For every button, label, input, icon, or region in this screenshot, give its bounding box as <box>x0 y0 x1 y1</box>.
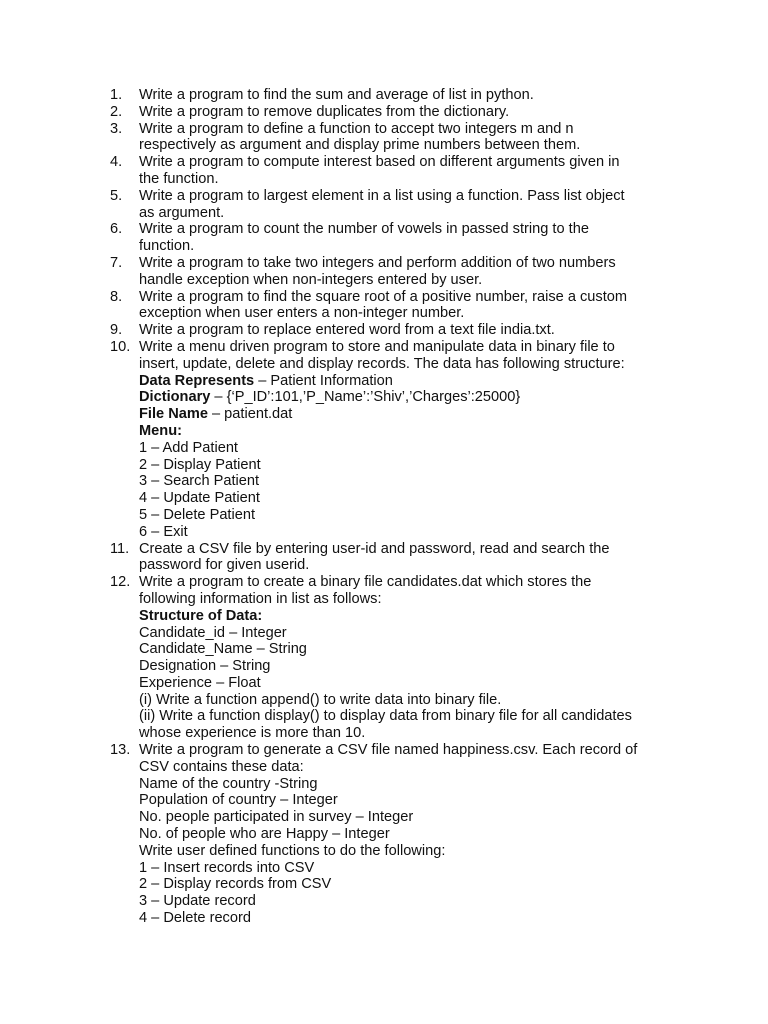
text-line: Name of the country -String <box>139 775 318 792</box>
text-line: 3 – Update record <box>139 893 256 910</box>
question-text <box>139 742 710 927</box>
question-item <box>110 339 710 541</box>
bold-label: Structure of Data: <box>139 607 263 624</box>
text-line: Create a CSV file by entering user-id and password, read and search the <box>139 540 610 557</box>
question-number: 12. <box>110 574 131 591</box>
question-item <box>110 322 710 339</box>
question-text <box>139 255 710 289</box>
question-text <box>139 574 710 742</box>
question-text <box>139 104 710 121</box>
question-text <box>139 289 710 323</box>
question-number: 13. <box>110 742 131 759</box>
text-line: following information in list as follows: <box>139 590 382 607</box>
text-line: Write user defined functions to do the following: <box>139 842 446 859</box>
question-number: 2. <box>110 103 123 120</box>
question-text <box>139 188 710 222</box>
text-line <box>139 608 710 625</box>
question-item <box>110 289 710 323</box>
text-line: as argument. <box>139 204 225 221</box>
text-line: Experience – Float <box>139 674 261 691</box>
text-line: (i) Write a function append() to write data into binary file. <box>139 691 502 708</box>
question-text <box>139 541 710 575</box>
question-item <box>110 742 710 927</box>
text-line: handle exception when non-integers entered by user. <box>139 271 483 288</box>
question-item <box>110 221 710 255</box>
text-line: Write a program to generate a CSV file named happiness.csv. Each record of <box>139 742 638 759</box>
question-item <box>110 541 710 575</box>
label-value: – Patient Information <box>254 372 393 389</box>
bold-label: Data Represents <box>139 372 255 389</box>
bold-label: Dictionary <box>139 389 211 406</box>
bold-label: File Name <box>139 406 208 423</box>
text-line: 2 – Display Patient <box>139 456 261 473</box>
text-line <box>139 373 710 390</box>
text-line: 2 – Display records from CSV <box>139 876 332 893</box>
question-number: 10. <box>110 338 131 355</box>
question-number: 8. <box>110 288 123 305</box>
question-text <box>139 322 710 339</box>
question-item <box>110 255 710 289</box>
text-line: CSV contains these data: <box>139 758 304 775</box>
question-item <box>110 87 710 104</box>
text-line: Write a program to count the number of vowels in passed string to the <box>139 221 589 238</box>
text-line: Population of country – Integer <box>139 792 338 809</box>
question-item <box>110 121 710 155</box>
text-line: 1 – Add Patient <box>139 439 238 456</box>
question-number: 11. <box>110 540 130 557</box>
bold-label: Menu: <box>139 422 182 439</box>
question-text <box>139 221 710 255</box>
text-line: Write a program to find the square root of a positive number, raise a custom <box>139 288 628 305</box>
text-line: 4 – Update Patient <box>139 490 260 507</box>
text-line: Write a program to replace entered word from a text file india.txt. <box>139 322 555 339</box>
text-line: function. <box>139 238 195 255</box>
question-list <box>110 87 710 927</box>
label-value: – patient.dat <box>207 406 293 423</box>
text-line <box>139 406 710 423</box>
text-line: Write a menu driven program to store and manipulate data in binary file to <box>139 338 615 355</box>
question-number: 9. <box>110 322 123 339</box>
question-text <box>139 121 710 155</box>
text-line: insert, update, delete and display records. The data has following structure: <box>139 355 625 372</box>
text-line: Write a program to compute interest based on different arguments given in <box>139 154 620 171</box>
text-line: password for given userid. <box>139 557 310 574</box>
text-line: (ii) Write a function display() to display data from binary file for all candidates <box>139 708 632 725</box>
label-value: – {‘P_ID’:101,’P_Name’:’Shiv’,’Charges’:25000} <box>210 389 521 406</box>
text-line: Write a program to define a function to accept two integers m and n <box>139 120 574 137</box>
text-line: Write a program to remove duplicates from the dictionary. <box>139 103 510 120</box>
text-line: Write a program to largest element in a list using a function. Pass list object <box>139 187 625 204</box>
text-line: the function. <box>139 170 219 187</box>
text-line: 3 – Search Patient <box>139 473 260 490</box>
text-line: Candidate_Name – String <box>139 641 307 658</box>
question-item <box>110 104 710 121</box>
text-line: whose experience is more than 10. <box>139 725 366 742</box>
question-number: 6. <box>110 221 123 238</box>
text-line <box>139 423 710 440</box>
question-item <box>110 574 710 742</box>
text-line: respectively as argument and display prime numbers between them. <box>139 137 581 154</box>
text-line: exception when user enters a non-integer number. <box>139 305 465 322</box>
question-number: 1. <box>110 87 123 103</box>
text-line: 5 – Delete Patient <box>139 506 256 523</box>
question-number: 3. <box>110 120 123 137</box>
question-number: 7. <box>110 254 123 271</box>
question-item <box>110 154 710 188</box>
text-line: Write a program to create a binary file candidates.dat which stores the <box>139 574 592 591</box>
text-line: Designation – String <box>139 658 271 675</box>
text-line: Write a program to find the sum and average of list in python. <box>139 87 534 103</box>
question-number: 4. <box>110 154 123 171</box>
text-line: 1 – Insert records into CSV <box>139 859 315 876</box>
question-text <box>139 339 710 541</box>
text-line: 6 – Exit <box>139 523 188 540</box>
text-line: No. people participated in survey – Integer <box>139 809 414 826</box>
text-line <box>139 389 710 406</box>
question-number: 5. <box>110 187 123 204</box>
question-text <box>139 87 710 104</box>
text-line: Write a program to take two integers and perform addition of two numbers <box>139 254 616 271</box>
text-line: 4 – Delete record <box>139 910 251 927</box>
question-text <box>139 154 710 188</box>
text-line: No. of people who are Happy – Integer <box>139 826 390 843</box>
text-line: Candidate_id – Integer <box>139 624 287 641</box>
question-item <box>110 188 710 222</box>
